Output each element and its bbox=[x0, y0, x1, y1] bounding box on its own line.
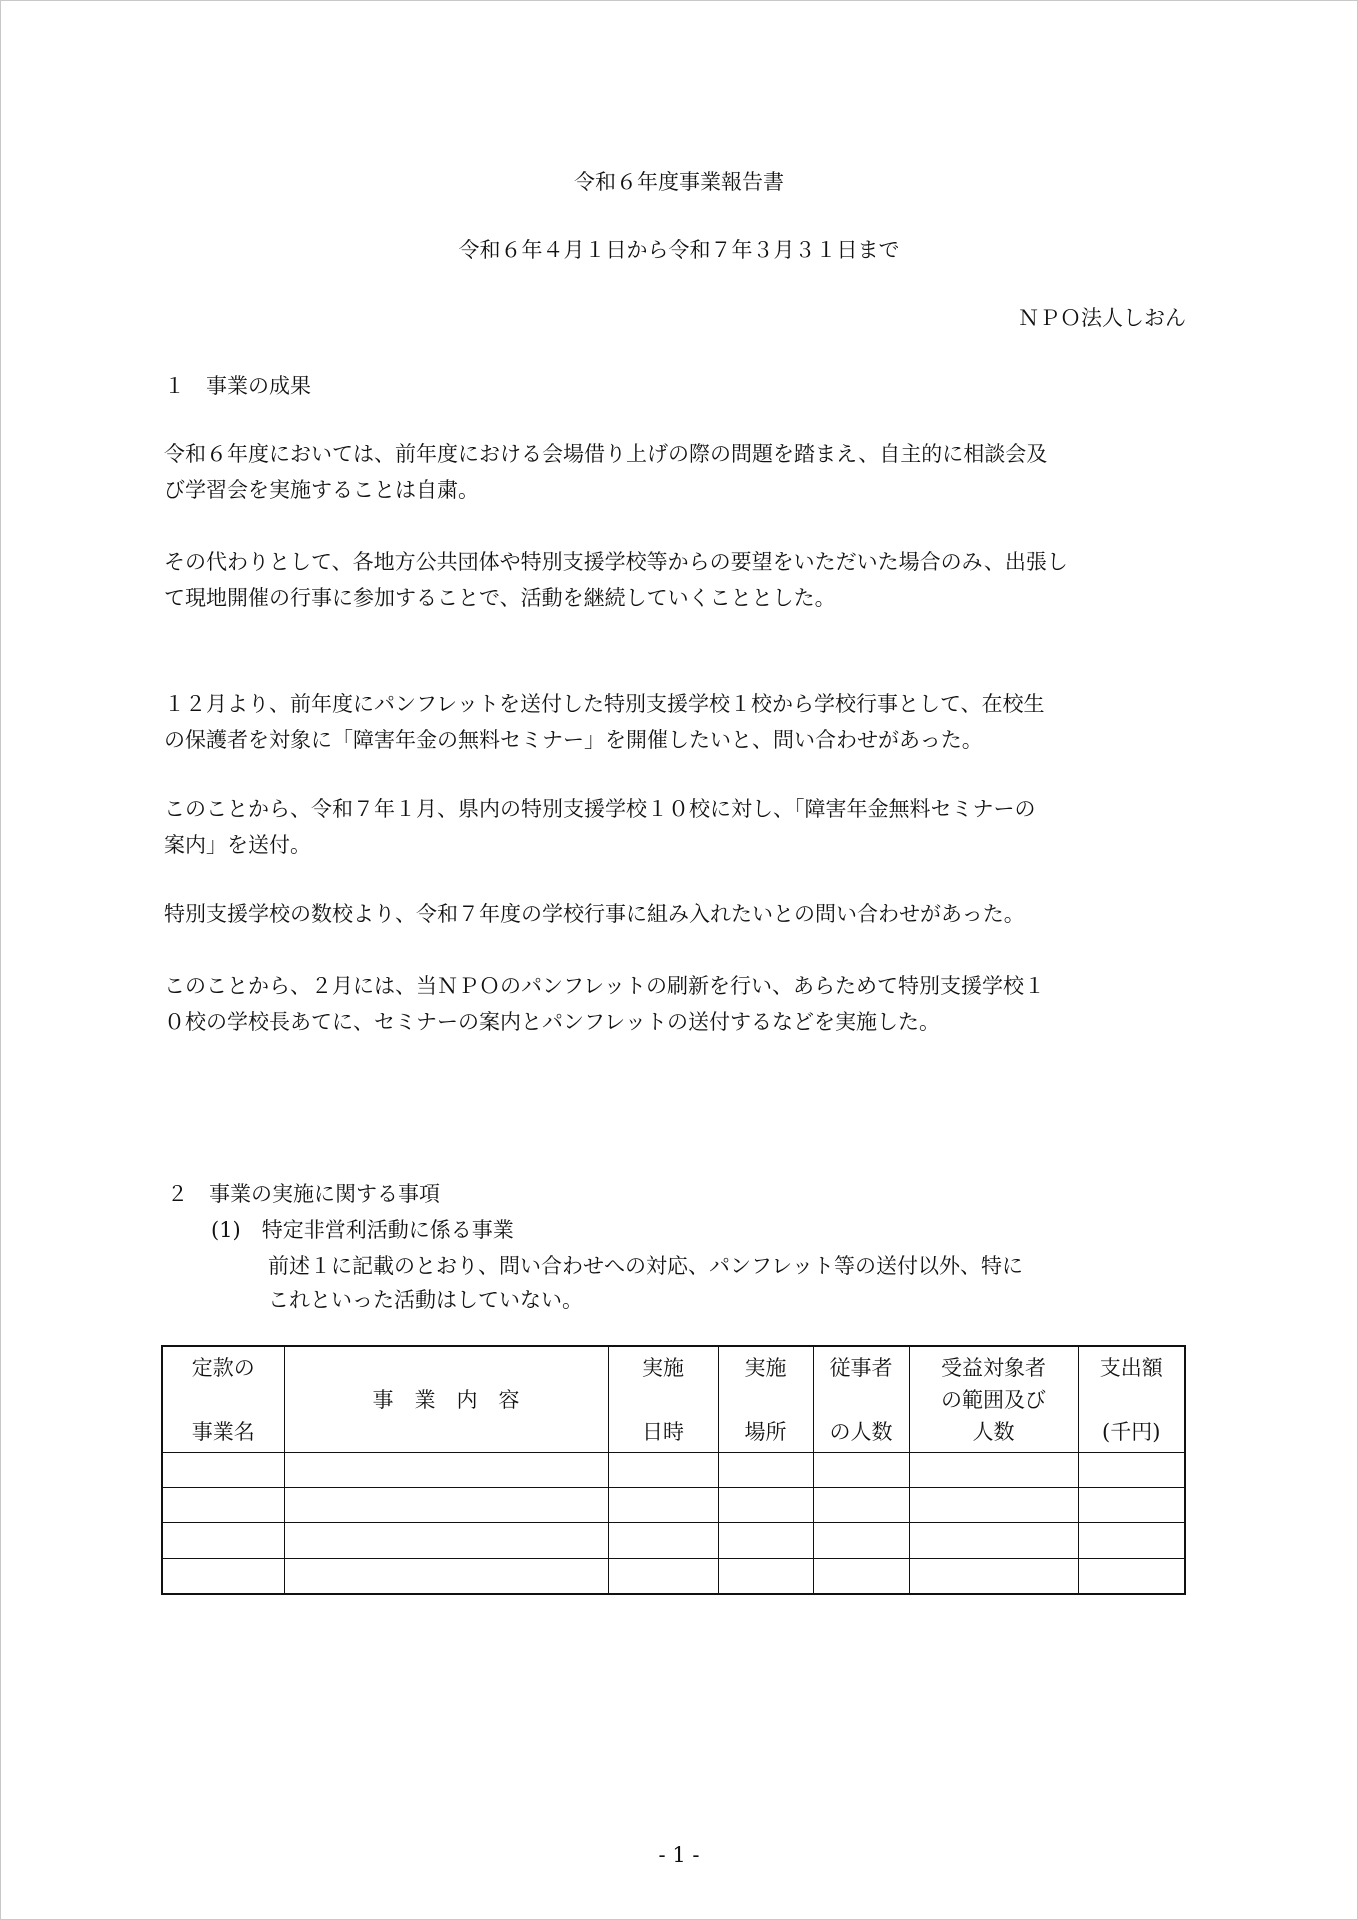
table-cell bbox=[608, 1523, 718, 1558]
table-cell bbox=[909, 1453, 1078, 1488]
table-cell bbox=[718, 1453, 813, 1488]
page-number: - 1 - bbox=[658, 1843, 700, 1867]
header-cell-staff: 従事者 の人数 bbox=[813, 1346, 909, 1453]
table-cell bbox=[718, 1558, 813, 1594]
table-cell bbox=[162, 1523, 284, 1558]
paragraph-line: １２月より、前年度にパンフレットを送付した特別支援学校１校から学校行事として、在校生 bbox=[164, 692, 1045, 716]
table-cell bbox=[284, 1453, 608, 1488]
table-cell bbox=[284, 1488, 608, 1523]
table-cell bbox=[162, 1453, 284, 1488]
table-cell bbox=[909, 1488, 1078, 1523]
table-cell bbox=[608, 1488, 718, 1523]
table-cell bbox=[284, 1523, 608, 1558]
table-row bbox=[162, 1558, 1185, 1594]
header-cell-expense: 支出額 (千円) bbox=[1078, 1346, 1185, 1453]
paragraph-line: び学習会を実施することは自粛。 bbox=[164, 478, 479, 502]
subsection-text: 前述１に記載のとおり、問い合わせへの対応、パンフレット等の送付以外、特に bbox=[268, 1254, 1023, 1278]
table-cell bbox=[284, 1558, 608, 1594]
header-cell-place: 実施 場所 bbox=[718, 1346, 813, 1453]
subsection-heading: (1) 特定非営利活動に係る事業 bbox=[211, 1218, 514, 1242]
paragraph-line: 案内」を送付。 bbox=[164, 833, 311, 857]
section1-heading: １ 事業の成果 bbox=[164, 374, 311, 398]
table-cell bbox=[813, 1453, 909, 1488]
paragraph-line: の保護者を対象に「障害年金の無料セミナー」を開催したいと、問い合わせがあった。 bbox=[164, 728, 983, 752]
table-cell bbox=[1078, 1523, 1185, 1558]
table-cell bbox=[813, 1558, 909, 1594]
paragraph-line: ０校の学校長あてに、セミナーの案内とパンフレットの送付するなどを実施した。 bbox=[164, 1010, 940, 1034]
subsection-text: これといった活動はしていない。 bbox=[268, 1288, 583, 1312]
table-cell bbox=[1078, 1488, 1185, 1523]
table-cell bbox=[608, 1558, 718, 1594]
paragraph-line: このことから、令和７年１月、県内の特別支援学校１０校に対し、「障害年金無料セミナーの bbox=[164, 797, 1036, 821]
table-cell bbox=[718, 1523, 813, 1558]
table-cell bbox=[162, 1558, 284, 1594]
report-period: 令和６年４月１日から令和７年３月３１日まで bbox=[458, 238, 900, 262]
header-cell-date: 実施 日時 bbox=[608, 1346, 718, 1453]
paragraph-line: その代わりとして、各地方公共団体や特別支援学校等からの要望をいただいた場合のみ、出張し bbox=[164, 550, 1068, 574]
table-row bbox=[162, 1523, 1185, 1558]
table-row bbox=[162, 1488, 1185, 1523]
section2-heading: ２ 事業の実施に関する事項 bbox=[167, 1182, 440, 1206]
header-cell-beneficiaries: 受益対象者 の範囲及び 人数 bbox=[909, 1346, 1078, 1453]
table-header-row bbox=[162, 1346, 1185, 1453]
paragraph-line: て現地開催の行事に参加することで、活動を継続していくこととした。 bbox=[164, 586, 836, 610]
document-title: 令和６年度事業報告書 bbox=[574, 170, 784, 194]
table-cell bbox=[909, 1523, 1078, 1558]
table-cell bbox=[162, 1488, 284, 1523]
paragraph-line: このことから、２月には、当ＮＰＯのパンフレットの刷新を行い、あらためて特別支援学校１ bbox=[164, 974, 1045, 998]
table-cell bbox=[1078, 1558, 1185, 1594]
paragraph-line: 令和６年度においては、前年度における会場借り上げの際の問題を踏まえ、自主的に相談会及 bbox=[164, 442, 1048, 466]
table-row bbox=[162, 1453, 1185, 1488]
header-cell-project-name: 定款の 事業名 bbox=[162, 1346, 284, 1453]
organization-name: ＮＰＯ法人しおん bbox=[1018, 306, 1186, 330]
paragraph-line: 特別支援学校の数校より、令和７年度の学校行事に組み入れたいとの問い合わせがあった。 bbox=[164, 902, 1025, 926]
table-cell bbox=[608, 1453, 718, 1488]
table-cell bbox=[813, 1488, 909, 1523]
table-cell bbox=[909, 1558, 1078, 1594]
table-cell bbox=[813, 1523, 909, 1558]
table-cell bbox=[1078, 1453, 1185, 1488]
table-cell bbox=[718, 1488, 813, 1523]
activity-table bbox=[161, 1345, 1186, 1595]
header-cell-content: 事 業 内 容 bbox=[284, 1346, 608, 1453]
